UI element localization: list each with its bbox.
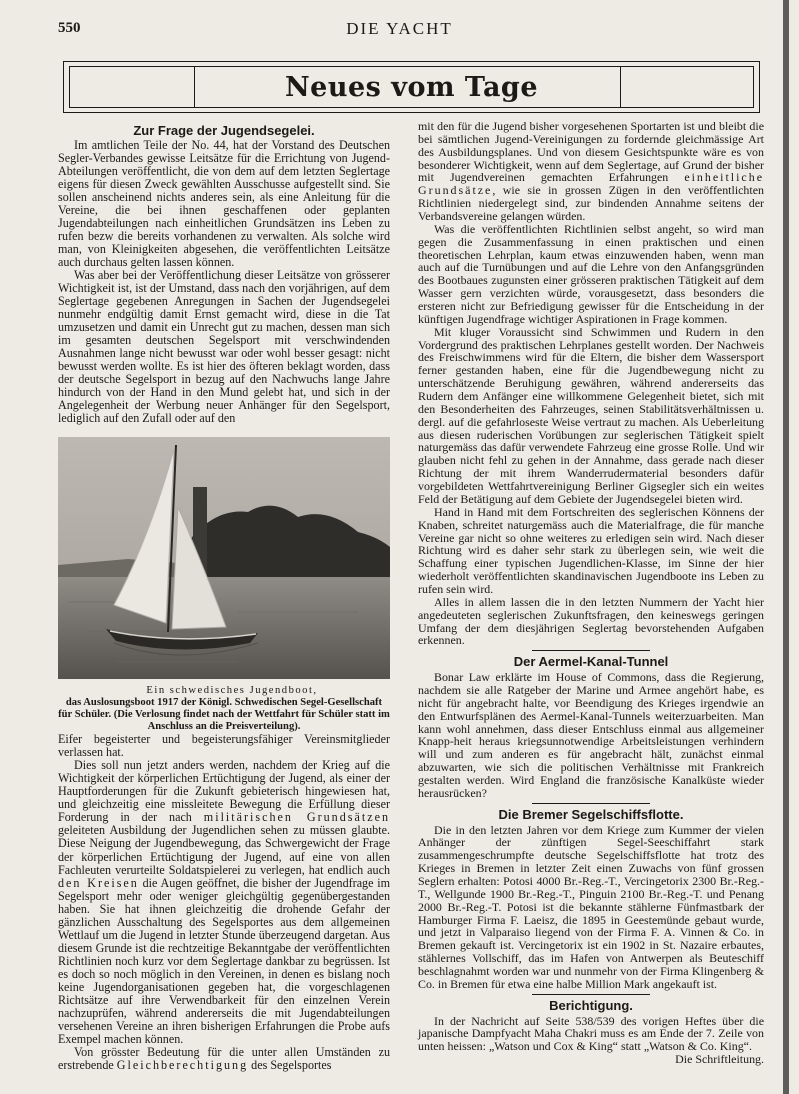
sailboat-photo xyxy=(58,437,390,679)
paragraph: Was die veröffentlichten Richtlinien selbst angeht, so wird man gegen die Zusammenfassung in einen praktischen und einen theoretischen Lehrplan, kaum etwas einzuwenden haben, wenn man auch auf die Turnübungen und auf die Lehre von den Anfangsgründen des Bootbaues zugunsten einer grösseren praktischen Tätigkeit auf dem Wasser gern verzichten würde, vorausgesetzt, dass besonders die ersteren nicht zur Befriedigung gewisser für die Entscheidung in der künftigen Jugendfrage wichtiger Aspirationen in Frage kommen. xyxy=(418,221,764,326)
text-run: mit den für die Jugend bisher vorgesehenen Sportarten ist und bleibt die bei sämtlichen Jugend-Vereinigungen zu fordernde gleichmässige Art des Ausbildungsplanes. Und von diesem Gesichtspunkte wäre es von besonderer Wichtigkeit, wenn auf dem Seglertage, auf Grund der bisher mit Jugendvereinen gemachten Erfahrungen xyxy=(418,119,764,185)
caption-title: Ein schwedisches Jugendboot, xyxy=(146,685,318,697)
right-column xyxy=(418,120,764,1066)
left-column xyxy=(58,120,390,1072)
running-head: DIE YACHT xyxy=(346,19,453,38)
paragraph xyxy=(58,1046,390,1072)
caption-text: das Auslosungsboot 1917 der Königl. Schwedischen Segel-Gesellschaft für Schüler. (Die Verlosung findet nach der Wettfahrt für Schüler statt im Anschluss an die Preisverteilung). xyxy=(58,697,390,733)
article-title-jugendsegelei: Zur Frage der Jugendsegelei. xyxy=(133,123,315,138)
text-run: des Segelsportes xyxy=(251,1057,332,1072)
spaced-text: einheitliche Grundsätze xyxy=(418,170,764,198)
paragraph: In der Nachricht auf Seite 538/539 des vorigen Heftes über die japanische Dampfyacht Maha Chakri muss es am Ende der 7. Zeile von unten heissen: „Watson und Cox & King“ statt „Watson & Co. King“. xyxy=(418,1013,764,1054)
section-rule xyxy=(532,803,650,804)
signature: Die Schriftleitung. xyxy=(675,1052,764,1067)
paragraph: Was aber bei der Veröffentlichung dieser Leitsätze von grösserer Wichtigkeit ist, ist der Umstand, dass nach den vorjährigen, auf dem Seglertage gegebenen Anregungen in Sachen der Jugendsegelei nunmehr endgültig damit Ernst gemacht wird, diese in die Tat umzusetzen und damit ein Unrecht gut zu machen, dessen man sich im gesamten deutschen Segelsport mit verschwindenden Ausnahmen lange nicht bewusst war oder wohl besser gesagt: nicht bewusst werden wollte. Es ist hier des öfteren beklagt worden, dass der deutsche Segelsport in bezug auf den Nachwuchs lange Jahre hindurch von der Hand in den Mund gelebt hat, und sich in der Angelegenheit der Werbung neuer Anhänger für den Segelsport, lediglich auf den Zufall oder auf den xyxy=(58,268,390,426)
text-run: die Augen geöffnet, die bisher der Jugendfrage im Segelsport mehr oder weniger gleichgültig gegenübergestanden haben. Sie hat ihnen gleichzeitig die drohende Gefahr der gänzlichen Ausschaltung des Segelsportes aus dem allgemeinen Wettlauf um die Jugend in letzter Stunde überzeugend dargetan. Aus diesem Grunde ist die rechtzeitige Bekanntgabe der veröffentlichten Richtlinien noch kurz vor dem Seglertage dankbar zu begrüssen. Ist es doch so noch möglich in den Vereinen, in denen es bislang noch keine Jugendorganisationen gegeben hat, die vorgeschlagenen Richtsätze auf ihre Verwendbarkeit für den einzelnen Verein nachzuprüfen, während andererseits die mit Jugendabteilungen versehenen Vereine an ihren bisherigen Erfahrungen die Probe aufs Exempel machen können. xyxy=(58,875,390,1046)
page-number: 550 xyxy=(58,20,81,36)
photo-caption xyxy=(58,685,390,733)
masthead-box xyxy=(63,61,760,113)
paragraph: Die in den letzten Jahren vor dem Kriege zum Kummer der vielen Anhänger der zünftigen Segel-Seeschiffahrt stark zusammengeschrumpfte deutsche Segelschiffsflotte hat trotz des Krieges in Bremen in letzter Zeit einen Zuwachs von fünf grossen Seglern erhalten: Potosi 4000 Br.-Reg.-T., Vercingetorix 2300 Br.-Reg.-T., Wellgunde 1900 Br.-Reg.-T., Pinguin 2100 Br.-Reg.-T. und Penang 2000 Br.-Reg.-T. Potosi ist die bekannte stählerne Fünfmastbark der Hamburger Firma F. Laeisz, die 1895 in Geestemünde gebaut wurde, und jetzt in Valparaiso liegend von der Firma F. A. Vinnen & Co. in Bremen gekauft ist. Vercingetorix ist ein 1902 in St. Nazaire erbautes, stählernes Vollschiff, das im Hafen von Antwerpen als Beuteschiff beschlagnahmt worden war und nunmehr von der Firma Klingenberg & Co. in Bremen für etwa eine halbe Million Mark angekauft ist. xyxy=(418,822,764,991)
spaced-text: den Kreisen xyxy=(58,875,139,890)
article-title-tunnel: Der Aermel-Kanal-Tunnel xyxy=(513,654,669,670)
paragraph: Bonar Law erklärte im House of Commons, dass die Regierung, nachdem sie alle Ratgeber der Marine und Armee angehört habe, es nicht für angebracht halte, vor Beendigung des Krieges irgendwie an den Entwurfsplänen des Aermel-Kanal-Tunnels weiterzuarbeiten. Man kann wohl annehmen, dass dieser Entschluss einmal aus allgemeiner Knapp-heit heraus kriegsunnotwendige Arbeitsleistungen verhindern will und zum anderen es für angebracht hält, zunächst einmal abzuwarten, wie sich die politischen Verhältnisse mit Frankreich gestalten werden. Wird England die französische Kanalküste wieder herausrücken? xyxy=(418,670,764,800)
paragraph xyxy=(418,120,764,223)
text-run: , wie sie in grossen Zügen in den veröffentlichten Richtlinien niedergelegt sind, zur bindenden Annahme seitens der Verbandsvereine gelangen würden. xyxy=(418,183,764,224)
paragraph: Alles in allem lassen die in den letzten Nummern der Yacht hier angedeuteten seglerischen Zukunftsfragen, den keineswegs geringen Umfang der dem diesjährigen Seglertag bevorstehenden Aufgaben erkennen. xyxy=(418,594,764,648)
spaced-text: Gleichberechtigung xyxy=(116,1057,249,1072)
paragraph: Im amtlichen Teile der No. 44, hat der Vorstand des Deutschen Segler-Verbandes gewisse Leitsätze für die Errichtung von Jugend-Abteilungen veröffentlicht, die von dem auf dem letzten Seglertage eigens für diesen Zweck gewählten Ausschusse aufgestellt sind. Sie sollen anscheinend nichts anderes sein, als eine Anleitung für die Vereine, die bei ihnen geschaffenen oder geplanten Jugendabteilungen nach einheitlichen Grundsätzen ins Leben zu rufen bezw die bereits vorhandenen zu verwalten. Als solche wird man, von Kleinigkeiten abgesehen, die veröffentlichten Leitsätze auch durchaus gelten lassen können. xyxy=(58,138,390,270)
text-run: Von grösster Bedeutung für die unter allen Umständen zu erstrebende xyxy=(58,1044,390,1072)
section-rule xyxy=(532,650,650,651)
spaced-text: militärischen Grundsätzen xyxy=(203,810,390,825)
sailboat-illustration xyxy=(58,437,390,679)
article-title-segelschiffsflotte: Die Bremer Segelschiffsflotte. xyxy=(498,806,684,822)
page-edge-shadow xyxy=(783,0,789,1094)
paragraph xyxy=(58,759,390,1045)
article-title-berichtigung: Berichtigung. xyxy=(549,997,633,1013)
paragraph: Eifer begeisterter und begeisterungsfähiger Vereinsmitglieder verlassen hat. xyxy=(58,732,390,760)
section-rule xyxy=(532,994,650,995)
paragraph: Hand in Hand mit dem Fortschreiten des seglerischen Könnens der Knaben, schreitet naturgemäss auch die Materialfrage, die für manche Vereine gar nicht so ohne weiteres zu erledigen sein wird. Nach dieser Richtung wird es daher sehr stark zu überlegen sein, wie weit die Schaffung einer typischen Jugendlichen-Klasse, im Sinne der hier wiederholt veröffentlichten skandinavischen Jugendboote ins Leben zu rufen sein wird. xyxy=(418,504,764,596)
text-run: Dies soll nun jetzt anders werden, nachdem der Krieg auf die Wichtigkeit der körperlichen Ertüchtigung der Jugend, als einer der Hauptforderungen für die Zukunft gebieterisch hingewiesen hat, und gleichzeitig eine missleitete Bewegung die Erfüllung dieser Forderung in der nach xyxy=(58,758,390,825)
text-run: geleiteten Ausbildung der Jugendlichen sehen zu müssen glaubte. Diese Neigung der Jugendbewegung, das Schwergewicht der Frage der körperlichen Ertüchtigung der Jugend, auf eine von allen Fachleuten verurteilte Soldatspielerei zu verlegen, hat endlich auch xyxy=(58,823,390,877)
paragraph: Mit kluger Voraussicht sind Schwimmen und Rudern in den Vordergrund des praktischen Lehrplanes gestellt worden. Der Nachweis des Freischwimmens wird für die Eltern, die bisher dem Wassersport ferner gestanden haben, eine für die Jugendbewegung nicht zu unterschätzende Beruhigung gewähren, während andererseits das Rudern dem Anfänger eine willkommene Gelegenheit bietet, sich mit den Besonderheiten des Fahrzeuges, seinen Stabilitätsverhältnissen u. dergl. auf die gefahrloseste Weise vertraut zu machen. Als Ueberleitung aus diesen ruderischen Vorübungen zur seglerischen Tätigkeit spielt naturgemäss das dafür verwendete Fahrzeug eine grosse Rolle. Und wir glauben nicht fehl zu gehen in der Annahme, dass gerade nach dieser Richtung der mit ihrem Wanderrudermaterial besonders dafür vorgebildeten Wettfahrtvereinigung Berliner Gigsegler sich ein weites Feld der Betätigung auf dem Gebiete der Jugendsegelei bieten wird. xyxy=(418,324,764,506)
section-title: Neues vom Tage xyxy=(285,72,538,103)
